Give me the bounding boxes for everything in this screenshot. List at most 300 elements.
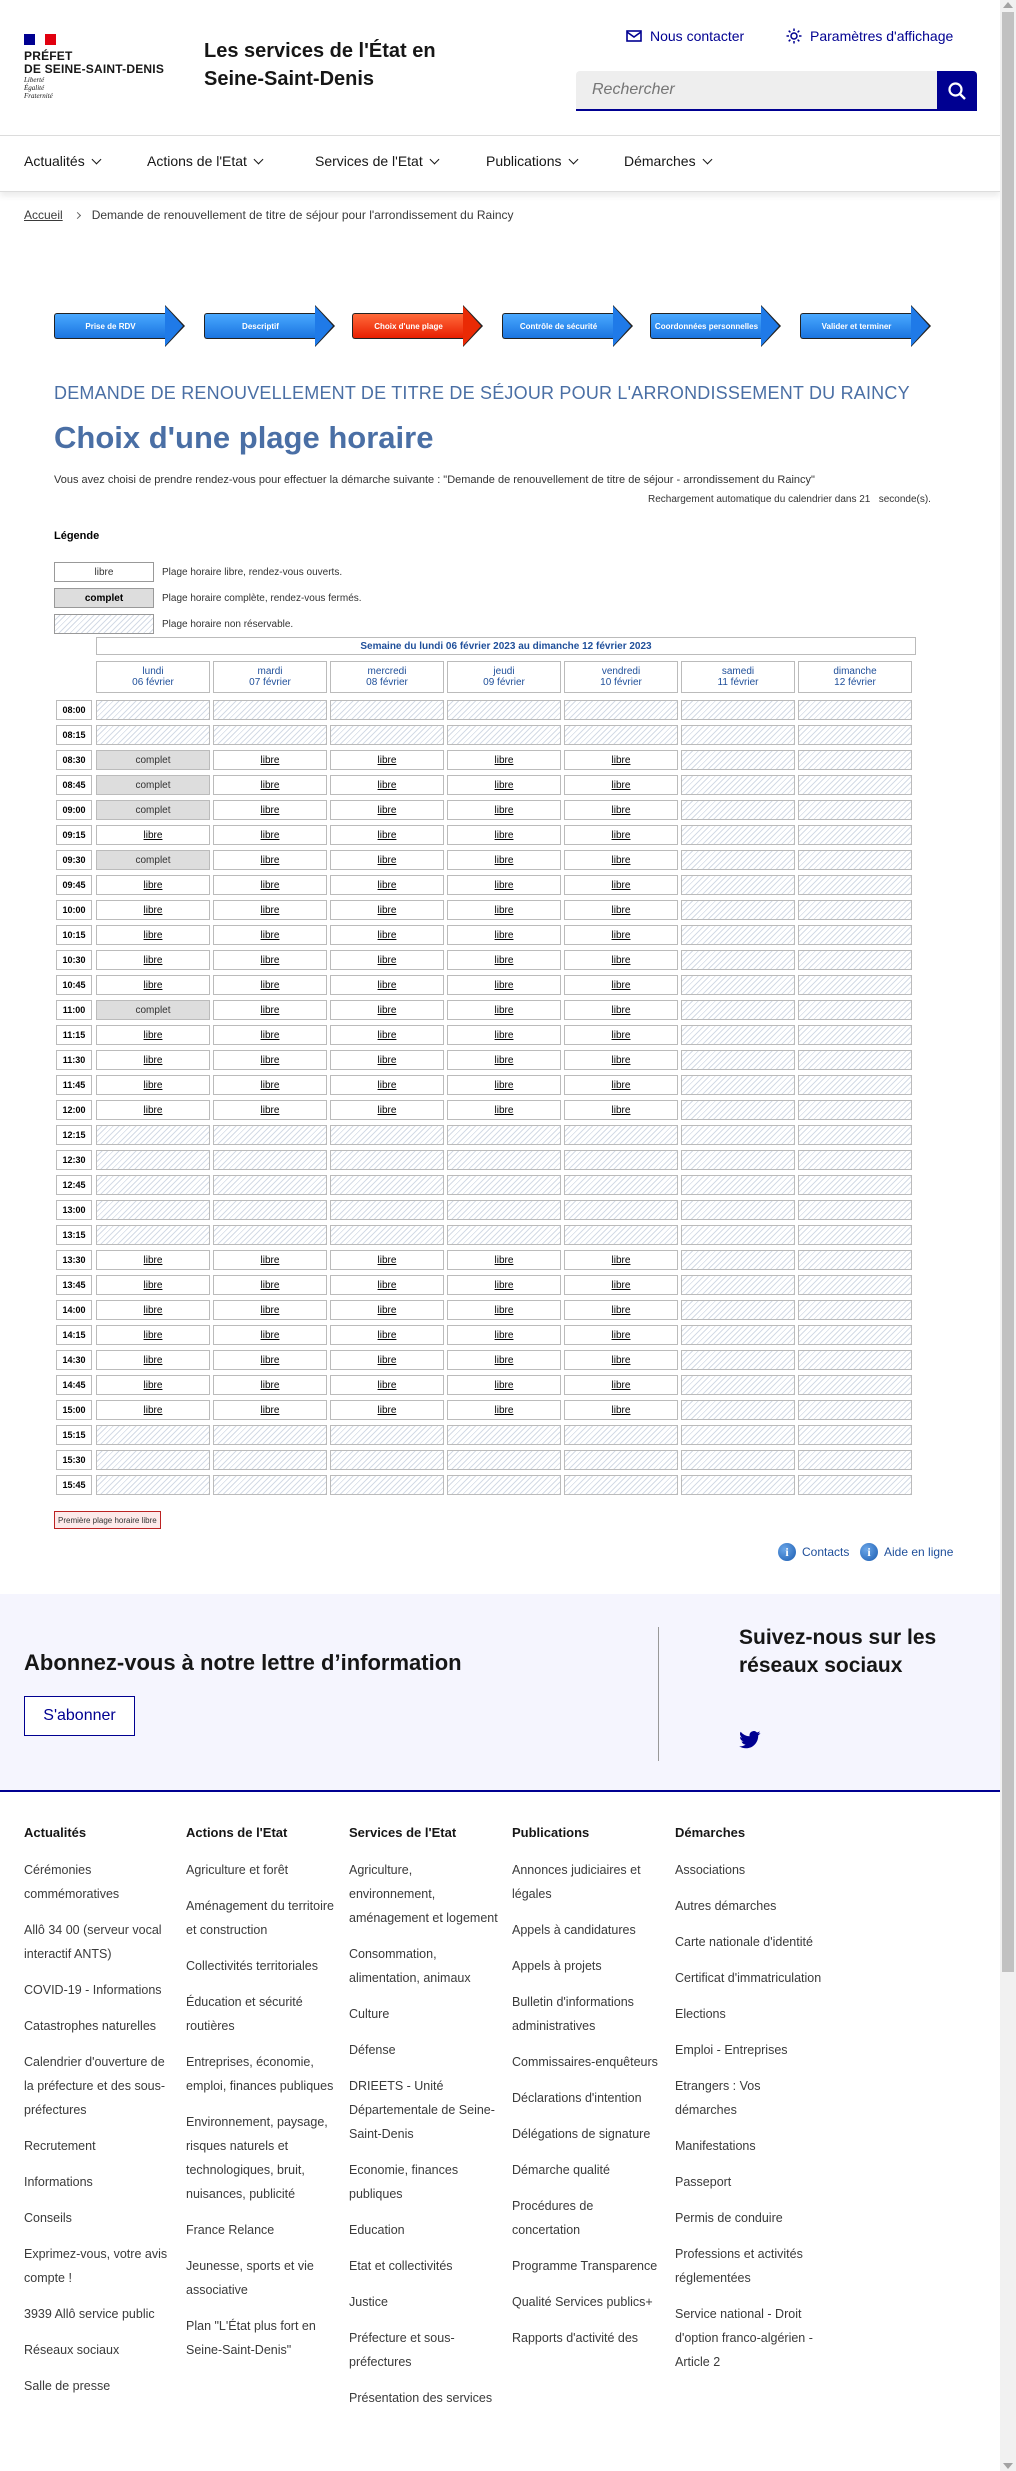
slot-full: complet [96, 800, 210, 820]
breadcrumb-home[interactable]: Accueil [24, 208, 63, 222]
step-5 [650, 306, 782, 346]
step-1 [54, 306, 186, 346]
chevron-down-icon [91, 154, 101, 164]
slot-free[interactable]: libre [447, 1275, 561, 1295]
footer-link[interactable]: Exprimez-vous, votre avis compte ! [24, 2247, 168, 2285]
nav-publications[interactable] [486, 153, 577, 169]
slot-free[interactable]: libre [564, 1375, 678, 1395]
slot-free[interactable]: libre [564, 825, 678, 845]
slot-unavailable [798, 750, 912, 770]
footer-link[interactable]: Passeport [675, 2175, 732, 2189]
slot-free[interactable]: libre [96, 975, 210, 995]
slot-unavailable [798, 775, 912, 795]
slot-unavailable [447, 725, 561, 745]
slot-free[interactable]: libre [564, 850, 678, 870]
footer-link[interactable]: Economie, finances publiques [349, 2163, 459, 2201]
slot-free[interactable]: libre [330, 775, 444, 795]
nav-actions-etat[interactable] [147, 153, 262, 169]
footer-link[interactable]: Manifestations [675, 2139, 756, 2153]
slot-unavailable [96, 1450, 210, 1470]
slot-unavailable [564, 700, 678, 720]
day-header-samedi [681, 661, 795, 693]
slot-free[interactable]: libre [447, 850, 561, 870]
display-settings-link[interactable] [786, 28, 953, 44]
slot-unavailable [798, 1150, 912, 1170]
time-label: 13:45 [56, 1275, 92, 1295]
slot-free[interactable]: libre [213, 875, 327, 895]
slot-unavailable [330, 700, 444, 720]
slot-free[interactable]: libre [564, 1075, 678, 1095]
slot-free[interactable]: libre [213, 825, 327, 845]
slot-free[interactable]: libre [330, 1275, 444, 1295]
slot-free[interactable]: libre [213, 1375, 327, 1395]
nav-services-etat[interactable] [315, 153, 438, 169]
nav-label: Actions de l'Etat [147, 153, 247, 169]
slot-unavailable [213, 700, 327, 720]
step-arrow [613, 306, 631, 346]
footer-link[interactable]: Calendrier d'ouverture de la préfecture et des sous-préfectures [24, 2055, 166, 2117]
slot-free[interactable]: libre [96, 1075, 210, 1095]
slot-free[interactable]: libre [330, 800, 444, 820]
slot-free[interactable]: libre [213, 800, 327, 820]
slot-unavailable [564, 725, 678, 745]
slot-free[interactable]: libre [213, 1000, 327, 1020]
slot-unavailable [447, 1125, 561, 1145]
legend-title: Légende [54, 530, 100, 542]
footer-link[interactable]: Elections [675, 2007, 726, 2021]
site-header [0, 0, 1000, 136]
slot-unavailable [681, 1200, 795, 1220]
slot-unavailable [330, 1450, 444, 1470]
footer-link[interactable]: Appels à candidatures [512, 1923, 636, 1937]
slot-free[interactable]: libre [213, 1275, 327, 1295]
slot-free[interactable]: libre [330, 1100, 444, 1120]
footer-link[interactable]: Autres démarches [675, 1899, 777, 1913]
slot-unavailable [681, 975, 795, 995]
footer-link[interactable]: Service national - Droit d'option franco-algérien - Article 2 [675, 2307, 813, 2369]
time-label: 14:00 [56, 1300, 92, 1320]
footer-link[interactable]: Salle de presse [24, 2379, 111, 2393]
slot-free[interactable]: libre [213, 750, 327, 770]
legend-free [54, 562, 342, 582]
slot-free[interactable]: libre [213, 950, 327, 970]
step-arrow [761, 306, 779, 346]
contacts-link[interactable] [778, 1543, 849, 1561]
time-label: 14:15 [56, 1325, 92, 1345]
slot-free[interactable]: libre [447, 900, 561, 920]
footer-link[interactable]: Délégations de signature [512, 2127, 651, 2141]
slot-free[interactable]: libre [330, 950, 444, 970]
slot-unavailable [681, 1450, 795, 1470]
day-header-mardi [213, 661, 327, 693]
slot-free[interactable]: libre [447, 975, 561, 995]
nav-actualites[interactable] [24, 153, 100, 169]
slot-free[interactable]: libre [447, 800, 561, 820]
slot-free[interactable]: libre [96, 1325, 210, 1345]
slot-unavailable [96, 1225, 210, 1245]
slot-free[interactable]: libre [213, 1350, 327, 1370]
slot-free[interactable]: libre [96, 950, 210, 970]
footer-link[interactable]: Entreprises, économie, emploi, finances publiques [186, 2055, 334, 2093]
slot-free[interactable]: libre [330, 850, 444, 870]
scroll-up-icon[interactable] [1003, 2, 1013, 8]
slot-free[interactable]: libre [213, 975, 327, 995]
slot-unavailable [330, 725, 444, 745]
slot-free[interactable]: libre [447, 1025, 561, 1045]
slot-unavailable [798, 1325, 912, 1345]
footer-link[interactable]: Certificat d'immatriculation [675, 1971, 822, 1985]
slot-free[interactable]: libre [213, 775, 327, 795]
footer-link[interactable]: Bulletin d'informations administratives [512, 1995, 634, 2033]
footer-link[interactable]: Collectivités territoriales [186, 1959, 318, 1973]
slot-free[interactable]: libre [564, 975, 678, 995]
slot-free[interactable]: libre [213, 900, 327, 920]
slot-free[interactable]: libre [564, 1000, 678, 1020]
slot-free[interactable]: libre [96, 1275, 210, 1295]
slot-free[interactable]: libre [330, 1050, 444, 1070]
slot-free[interactable]: libre [96, 1300, 210, 1320]
slot-unavailable [798, 1475, 912, 1495]
footer-link[interactable]: Permis de conduire [675, 2211, 783, 2225]
slot-unavailable [96, 1150, 210, 1170]
slot-free[interactable]: libre [213, 1250, 327, 1270]
slot-free[interactable]: libre [564, 1050, 678, 1070]
day-header-lundi [96, 661, 210, 693]
scrollbar-thumb[interactable] [1002, 12, 1014, 1972]
footer-link[interactable]: Recrutement [24, 2139, 96, 2153]
step-arrow [463, 306, 481, 346]
slot-unavailable [798, 700, 912, 720]
footer-link[interactable]: 3939 Allô service public [24, 2307, 155, 2321]
footer-link[interactable]: COVID-19 - Informations [24, 1983, 162, 1997]
social-title: Suivez-nous sur les réseaux sociaux [739, 1626, 937, 1677]
motto-egalite: Égalité [24, 84, 45, 92]
slot-free[interactable]: libre [96, 900, 210, 920]
slot-free[interactable]: libre [96, 825, 210, 845]
procedure-title: DEMANDE DE RENOUVELLEMENT DE TITRE DE SÉJOUR POUR L'ARRONDISSEMENT DU RAINCY [54, 383, 910, 403]
footer-link[interactable]: DRIEETS - Unité Départementale de Seine-Saint-Denis [349, 2079, 495, 2141]
slot-free[interactable]: libre [96, 925, 210, 945]
time-label: 08:30 [56, 750, 92, 770]
slot-unavailable [798, 1075, 912, 1095]
contact-link[interactable] [626, 28, 744, 44]
time-label: 10:30 [56, 950, 92, 970]
page-title: Choix d'une plage horaire [54, 420, 434, 455]
footer-link[interactable]: Catastrophes naturelles [24, 2019, 157, 2033]
day-header-jeudi [447, 661, 561, 693]
legend-none-desc: Plage horaire non réservable. [162, 618, 294, 630]
slot-free[interactable]: libre [564, 775, 678, 795]
slot-free[interactable]: libre [330, 1375, 444, 1395]
slot-free[interactable]: libre [447, 925, 561, 945]
first-free-slot-button[interactable]: Première plage horaire libre [54, 1511, 161, 1529]
slot-free[interactable]: libre [330, 1325, 444, 1345]
slot-free[interactable]: libre [330, 1300, 444, 1320]
slot-unavailable [798, 1025, 912, 1045]
slot-free[interactable]: libre [213, 1025, 327, 1045]
footer-link[interactable]: Agriculture, environnement, aménagement et logement [349, 1863, 498, 1925]
footer-link[interactable]: Allô 34 00 (serveur vocal interactif ANTS) [24, 1923, 162, 1961]
slot-unavailable [213, 1225, 327, 1245]
slot-free[interactable]: libre [564, 1275, 678, 1295]
footer-link[interactable]: Etrangers : Vos démarches [675, 2079, 761, 2117]
footer-column-title: Démarches [675, 1825, 746, 1840]
footer-link[interactable]: Présentation des services [349, 2391, 493, 2405]
slot-free[interactable]: libre [447, 1100, 561, 1120]
slot-free[interactable]: libre [564, 1250, 678, 1270]
footer-link[interactable]: Associations [675, 1863, 746, 1877]
footer-link[interactable]: Programme Transparence [512, 2259, 658, 2273]
slot-free[interactable]: libre [447, 1375, 561, 1395]
slot-free[interactable]: libre [96, 1100, 210, 1120]
slot-free[interactable]: libre [330, 1000, 444, 1020]
slot-full: complet [96, 1000, 210, 1020]
slot-free[interactable]: libre [447, 1325, 561, 1345]
footer-link[interactable]: Agriculture et forêt [186, 1863, 289, 1877]
time-label: 14:45 [56, 1375, 92, 1395]
footer-link[interactable]: Plan "L'État plus fort en Seine-Saint-Denis" [186, 2319, 316, 2357]
slot-free[interactable]: libre [564, 925, 678, 945]
footer-link[interactable]: Procédures de concertation [512, 2199, 594, 2237]
footer-link[interactable]: Annonces judiciaires et légales [512, 1863, 641, 1901]
reload-countdown [648, 494, 931, 505]
slot-free[interactable]: libre [447, 1350, 561, 1370]
slot-unavailable [681, 925, 795, 945]
time-label: 13:00 [56, 1200, 92, 1220]
slot-unavailable [96, 1425, 210, 1445]
footer-link[interactable]: Etat et collectivités [349, 2259, 453, 2273]
time-label: 11:30 [56, 1050, 92, 1070]
slot-free[interactable]: libre [96, 1400, 210, 1420]
twitter-icon[interactable] [739, 1731, 761, 1753]
chevron-right-icon [74, 211, 81, 218]
footer-link[interactable]: Rapports d'activité des [512, 2331, 639, 2345]
slot-free[interactable]: libre [447, 1050, 561, 1070]
slot-free[interactable]: libre [96, 1250, 210, 1270]
slot-unavailable [681, 775, 795, 795]
slot-full: complet [96, 775, 210, 795]
slot-unavailable [798, 975, 912, 995]
step-label: Descriptif [204, 313, 316, 339]
slot-free[interactable]: libre [564, 1300, 678, 1320]
footer-link[interactable]: Aménagement du territoire et construction [186, 1899, 334, 1937]
slot-free[interactable]: libre [213, 1300, 327, 1320]
slot-free[interactable]: libre [564, 950, 678, 970]
slot-unavailable [213, 1425, 327, 1445]
slot-free[interactable]: libre [96, 1050, 210, 1070]
slot-unavailable [798, 1125, 912, 1145]
slot-free[interactable]: libre [447, 825, 561, 845]
slot-free[interactable]: libre [330, 825, 444, 845]
step-label: Contrôle de sécurité [502, 313, 614, 339]
slot-free[interactable]: libre [330, 1250, 444, 1270]
step-label: Choix d'une plage [352, 313, 464, 339]
main-nav [0, 136, 1000, 192]
slot-unavailable [330, 1175, 444, 1195]
slot-unavailable [798, 1400, 912, 1420]
prefet-logo-text[interactable] [24, 50, 164, 76]
chevron-down-icon [568, 154, 578, 164]
slot-free[interactable]: libre [330, 900, 444, 920]
slot-unavailable [564, 1125, 678, 1145]
slot-free[interactable]: libre [447, 775, 561, 795]
slot-free[interactable]: libre [213, 1050, 327, 1070]
time-label: 13:30 [56, 1250, 92, 1270]
footer-link[interactable]: Education [349, 2223, 405, 2237]
footer-link[interactable]: Informations [24, 2175, 93, 2189]
slot-unavailable [681, 1275, 795, 1295]
footer-link[interactable]: Culture [349, 2007, 390, 2021]
slot-unavailable [681, 700, 795, 720]
slot-free[interactable]: libre [447, 1400, 561, 1420]
time-label: 08:15 [56, 725, 92, 745]
footer-link[interactable]: Environnement, paysage, risques naturels et technologiques, bruit, nuisances, publicité [186, 2115, 328, 2201]
time-label: 15:45 [56, 1475, 92, 1495]
slot-free[interactable]: libre [330, 1400, 444, 1420]
slot-free[interactable]: libre [96, 1375, 210, 1395]
slot-free[interactable]: libre [330, 975, 444, 995]
footer-link[interactable]: Carte nationale d'identité [675, 1935, 813, 1949]
footer-link[interactable]: Préfecture et sous-préfectures [349, 2331, 455, 2369]
search-input[interactable] [576, 71, 952, 109]
slot-free[interactable]: libre [96, 1025, 210, 1045]
footer-link[interactable]: Démarche qualité [512, 2163, 610, 2177]
slot-unavailable [798, 1450, 912, 1470]
slot-unavailable [681, 850, 795, 870]
footer-column-title: Actualités [24, 1825, 87, 1840]
day-header-dimanche [798, 661, 912, 693]
slot-free[interactable]: libre [213, 1325, 327, 1345]
footer-link[interactable]: Défense [349, 2043, 396, 2057]
slot-free[interactable]: libre [330, 875, 444, 895]
slot-unavailable [213, 1200, 327, 1220]
time-label: 09:00 [56, 800, 92, 820]
time-label: 15:00 [56, 1400, 92, 1420]
footer-link[interactable]: Professions et activités réglementées [675, 2247, 803, 2285]
footer-link[interactable]: Consommation, alimentation, animaux [349, 1947, 471, 1985]
slot-free[interactable]: libre [330, 925, 444, 945]
slot-free[interactable]: libre [447, 950, 561, 970]
slot-free[interactable]: libre [330, 750, 444, 770]
slot-free[interactable]: libre [447, 1075, 561, 1095]
newsletter-title: Abonnez-vous à notre lettre d’information [24, 1650, 462, 1675]
slot-free[interactable]: libre [564, 750, 678, 770]
slot-unavailable [681, 1100, 795, 1120]
slot-unavailable [681, 875, 795, 895]
footer-link[interactable]: Déclarations d'intention [512, 2091, 642, 2105]
day-header-mercredi [330, 661, 444, 693]
footer-link[interactable]: Emploi - Entreprises [675, 2043, 788, 2057]
slot-unavailable [681, 1325, 795, 1345]
footer-link[interactable]: Commissaires-enquêteurs [512, 2055, 658, 2069]
nav-label: Actualités [24, 153, 85, 169]
slot-free[interactable]: libre [564, 1025, 678, 1045]
slot-unavailable [330, 1150, 444, 1170]
slot-unavailable [213, 1175, 327, 1195]
scroll-down-icon[interactable] [1003, 2463, 1013, 2469]
legend-full [54, 588, 362, 608]
slot-free[interactable]: libre [447, 750, 561, 770]
nav-demarches[interactable] [624, 153, 711, 169]
slot-free[interactable]: libre [447, 1300, 561, 1320]
step-label: Coordonnées personnelles [650, 313, 762, 339]
chevron-down-icon [254, 154, 264, 164]
slot-free[interactable]: libre [330, 1025, 444, 1045]
slot-free[interactable]: libre [564, 1325, 678, 1345]
marianne-flag-logo[interactable] [24, 34, 56, 45]
intro-text: Vous avez choisi de prendre rendez-vous pour effectuer la démarche suivante : "Demande de renouvellement de titre de séjour - arrondissement du Raincy" [54, 474, 815, 486]
slot-free[interactable]: libre [564, 800, 678, 820]
slot-free[interactable]: libre [213, 1075, 327, 1095]
footer-link[interactable]: Qualité Services publics+ [512, 2295, 653, 2309]
slot-unavailable [96, 1125, 210, 1145]
slot-unavailable [681, 1350, 795, 1370]
footer-link[interactable]: Appels à projets [512, 1959, 602, 1973]
slot-free[interactable]: libre [564, 900, 678, 920]
slot-free[interactable]: libre [330, 1075, 444, 1095]
footer-link[interactable]: Jeunesse, sports et vie associative [186, 2259, 314, 2297]
footer-link[interactable]: Cérémonies commémoratives [24, 1863, 120, 1901]
slot-free[interactable]: libre [96, 875, 210, 895]
slot-unavailable [213, 725, 327, 745]
search-button[interactable] [937, 71, 977, 111]
slot-free[interactable]: libre [213, 1100, 327, 1120]
slot-free[interactable]: libre [330, 1350, 444, 1370]
slot-free[interactable]: libre [96, 1350, 210, 1370]
nav-label: Publications [486, 153, 562, 169]
footer-column-title: Services de l'Etat [349, 1825, 457, 1840]
time-label: 11:00 [56, 1000, 92, 1020]
logo-line-2: DE SEINE-SAINT-DENIS [24, 62, 165, 76]
time-label: 12:15 [56, 1125, 92, 1145]
slot-free[interactable]: libre [213, 1400, 327, 1420]
slot-unavailable [798, 950, 912, 970]
subscribe-button[interactable]: S'abonner [24, 1696, 135, 1736]
footer-column [512, 1825, 662, 2362]
slot-free[interactable]: libre [447, 1250, 561, 1270]
slot-free[interactable]: libre [564, 1100, 678, 1120]
motto-fraternite: Fraternité [24, 92, 53, 100]
step-2 [204, 306, 336, 346]
service-title[interactable]: Les services de l'État en Seine-Saint-Denis [204, 40, 436, 90]
online-help-link[interactable] [860, 1543, 953, 1561]
slot-free[interactable]: libre [447, 875, 561, 895]
newsletter-section [0, 1594, 1000, 1792]
slot-unavailable [681, 725, 795, 745]
time-label: 12:00 [56, 1100, 92, 1120]
slot-unavailable [447, 700, 561, 720]
slot-free[interactable]: libre [564, 1400, 678, 1420]
slot-free[interactable]: libre [447, 1000, 561, 1020]
slot-free[interactable]: libre [213, 925, 327, 945]
time-label: 08:45 [56, 775, 92, 795]
footer-link[interactable]: France Relance [186, 2223, 275, 2237]
footer-link[interactable]: Éducation et sécurité routières [186, 1995, 303, 2033]
day-header-vendredi [564, 661, 678, 693]
slot-unavailable [213, 1125, 327, 1145]
scrollbar[interactable] [1000, 0, 1016, 2471]
footer-link[interactable]: Justice [349, 2295, 388, 2309]
breadcrumb [24, 208, 514, 222]
footer-column [24, 1825, 174, 2410]
slot-free[interactable]: libre [213, 850, 327, 870]
slot-free[interactable]: libre [564, 875, 678, 895]
slot-unavailable [798, 850, 912, 870]
footer-link[interactable]: Conseils [24, 2211, 72, 2225]
slot-free[interactable]: libre [564, 1350, 678, 1370]
slot-unavailable [447, 1475, 561, 1495]
footer-link[interactable]: Réseaux sociaux [24, 2343, 120, 2357]
